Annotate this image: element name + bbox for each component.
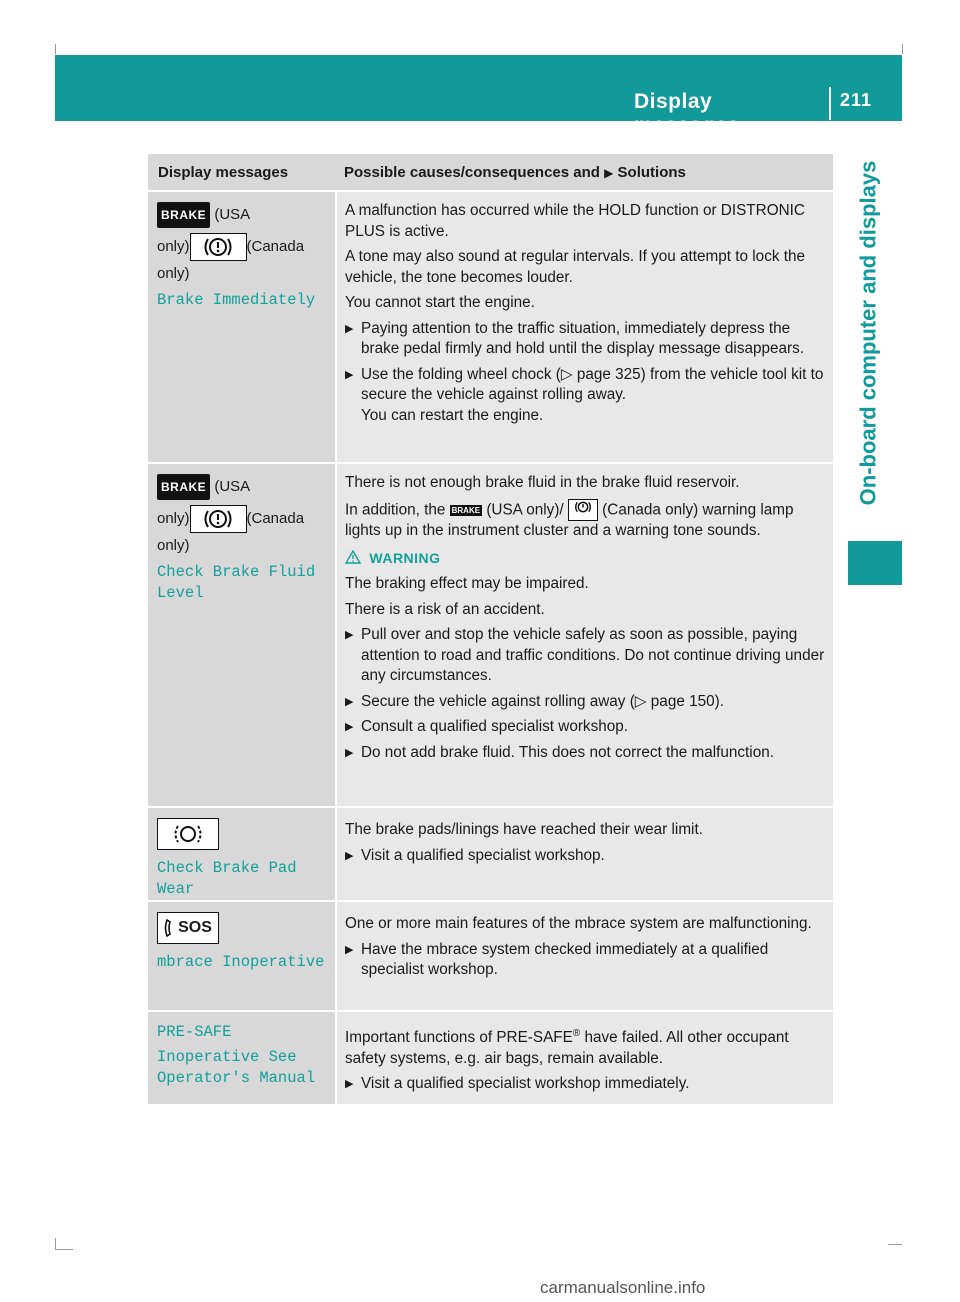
table-row xyxy=(148,192,833,462)
page-number: 211 xyxy=(840,90,873,110)
instruction-item xyxy=(345,940,827,981)
message-text: Level xyxy=(157,584,204,602)
table-row xyxy=(148,902,833,1010)
brake-small-icon: BRAKE xyxy=(451,505,481,515)
play-arrow-icon: ▶ xyxy=(345,721,354,733)
play-arrow-icon: ▶ xyxy=(345,322,354,335)
paragraph: The braking effect may be impaired. xyxy=(345,575,589,592)
solution-cell xyxy=(337,902,833,1010)
message-text: Wear xyxy=(157,880,195,898)
brake-warning-icon: BRAKE xyxy=(157,202,210,228)
message-text: Inoperative See xyxy=(157,1048,297,1066)
instruction-item xyxy=(345,743,827,764)
paragraph: A tone may also sound at regular intervals. If you attempt to lock the vehicle, the tone becomes louder. xyxy=(345,248,806,286)
paragraph: A malfunction has occurred while the HOLD function or DISTRONIC PLUS is active. xyxy=(345,202,805,240)
header-divider xyxy=(829,87,831,120)
paragraph: There is not enough brake fluid in the brake fluid reservoir. xyxy=(345,474,740,491)
display-messages-table xyxy=(148,154,833,1104)
header-solutions xyxy=(335,154,833,190)
message-cell xyxy=(148,902,335,1010)
warning-label: WARNING xyxy=(369,549,441,566)
brake-warning-icon: BRAKE xyxy=(157,474,210,500)
canada-label: (Canada xyxy=(246,509,305,527)
paragraph: You cannot start the engine. xyxy=(345,294,535,311)
addition-text: In addition, the xyxy=(345,500,446,518)
instruction-text: Do not add brake fluid. This does not correct the malfunction. xyxy=(361,743,774,761)
instruction-item xyxy=(345,319,827,360)
table-row xyxy=(148,808,833,900)
instruction-text: Consult a qualified specialist workshop. xyxy=(361,718,628,735)
instruction-text: Secure the vehicle against rolling away (▷ page 150). xyxy=(361,692,724,710)
solution-cell xyxy=(337,192,833,462)
instruction-text: Have the mbrace system checked immediately at a qualified specialist workshop. xyxy=(361,940,769,978)
solution-cell xyxy=(337,464,833,806)
message-cell xyxy=(148,192,335,462)
play-arrow-icon: ▶ xyxy=(604,166,614,180)
presafe-text: have failed. All other occupant safety systems, e.g. air bags, remain available. xyxy=(345,1029,789,1067)
instruction-item xyxy=(345,625,827,687)
message-text: Check Brake Pad xyxy=(157,859,297,877)
paragraph: There is a risk of an accident. xyxy=(345,600,545,618)
table-header xyxy=(148,154,833,190)
usa-label: (USA xyxy=(214,205,251,223)
brake-circle-icon xyxy=(190,233,247,261)
instruction-item xyxy=(345,1074,827,1095)
sos-phone-icon xyxy=(157,912,219,944)
warning-heading xyxy=(345,548,827,569)
message-cell xyxy=(148,808,335,900)
instruction-item xyxy=(345,365,827,406)
only-label: only) xyxy=(157,537,190,554)
chapter-marker xyxy=(848,541,902,585)
play-arrow-icon: ▶ xyxy=(345,1078,354,1091)
message-cell xyxy=(148,1012,335,1104)
crop-mark xyxy=(55,1249,73,1250)
play-arrow-icon: ▶ xyxy=(345,746,354,759)
message-text: mbrace Inoperative xyxy=(157,953,325,971)
brake-circle-icon xyxy=(190,505,247,533)
play-arrow-icon: ▶ xyxy=(345,629,354,641)
instruction-item xyxy=(345,846,827,867)
solution-cell xyxy=(337,1012,833,1104)
instruction-text: Visit a qualified specialist workshop. xyxy=(361,846,605,864)
instruction-item xyxy=(345,692,827,713)
addition-text: (Canada only) warning lamp lights up in the instrument cluster and a warning tone sounds. xyxy=(345,500,794,539)
crop-mark xyxy=(902,44,903,54)
instruction-text: Pull over and stop the vehicle safely as soon as possible, paying attention to road and traffic conditions. Do not continue driving under any circumstances. xyxy=(361,626,825,684)
brake-pad-wear-icon xyxy=(157,818,219,850)
header-solutions-pre: Possible causes/consequences and xyxy=(344,164,600,181)
play-arrow-icon: ▶ xyxy=(345,849,354,862)
brake-circle-small-icon xyxy=(568,499,598,522)
message-cell xyxy=(148,464,335,806)
watermark: carmanualsonline.info xyxy=(540,1278,706,1297)
play-arrow-icon: ▶ xyxy=(345,695,354,708)
registered-mark: ® xyxy=(572,1028,581,1039)
instruction-text: Use the folding wheel chock (▷ page 325) from the vehicle tool kit to secure the vehicle against rolling away. xyxy=(361,365,824,403)
instruction-item xyxy=(345,717,827,738)
crop-mark xyxy=(55,44,56,54)
warning-triangle-icon xyxy=(345,550,365,566)
message-text: Check Brake Fluid xyxy=(157,563,316,581)
only-label: only) xyxy=(157,509,190,527)
instruction-note: You can restart the engine. xyxy=(361,406,544,424)
solution-cell xyxy=(337,808,833,900)
message-text: Operator's Manual xyxy=(157,1069,316,1087)
paragraph: One or more main features of the mbrace system are malfunctioning. xyxy=(345,915,812,932)
paragraph xyxy=(345,499,827,542)
sos-label: SOS xyxy=(178,919,212,936)
message-text: Brake Immediately xyxy=(157,291,316,309)
header-display-messages: Display messages xyxy=(158,164,289,181)
paragraph xyxy=(345,1024,827,1069)
message-text: PRE-SAFE xyxy=(157,1023,232,1041)
canada-label: (Canada xyxy=(246,237,305,255)
crop-mark xyxy=(888,1244,902,1245)
play-arrow-icon: ▶ xyxy=(345,943,354,956)
table-row xyxy=(148,1012,833,1104)
only-label: only) xyxy=(157,265,190,282)
header-solutions-post: Solutions xyxy=(617,164,686,181)
play-arrow-icon: ▶ xyxy=(345,368,354,381)
addition-text: (USA only)/ xyxy=(486,500,564,518)
chapter-tab xyxy=(834,125,902,540)
chapter-title: On-board computer and displays xyxy=(855,160,880,505)
instruction-text: Paying attention to the traffic situation, immediately depress the brake pedal firmly and hold until the display message disappears. xyxy=(361,319,805,357)
page-title: Display messages xyxy=(634,90,740,137)
only-label: only) xyxy=(157,237,190,255)
table-row xyxy=(148,464,833,806)
usa-label: (USA xyxy=(214,477,251,495)
instruction-text: Visit a qualified specialist workshop immediately. xyxy=(361,1075,690,1093)
paragraph: The brake pads/linings have reached their wear limit. xyxy=(345,821,703,838)
presafe-text: Important functions of PRE-SAFE xyxy=(345,1029,573,1047)
